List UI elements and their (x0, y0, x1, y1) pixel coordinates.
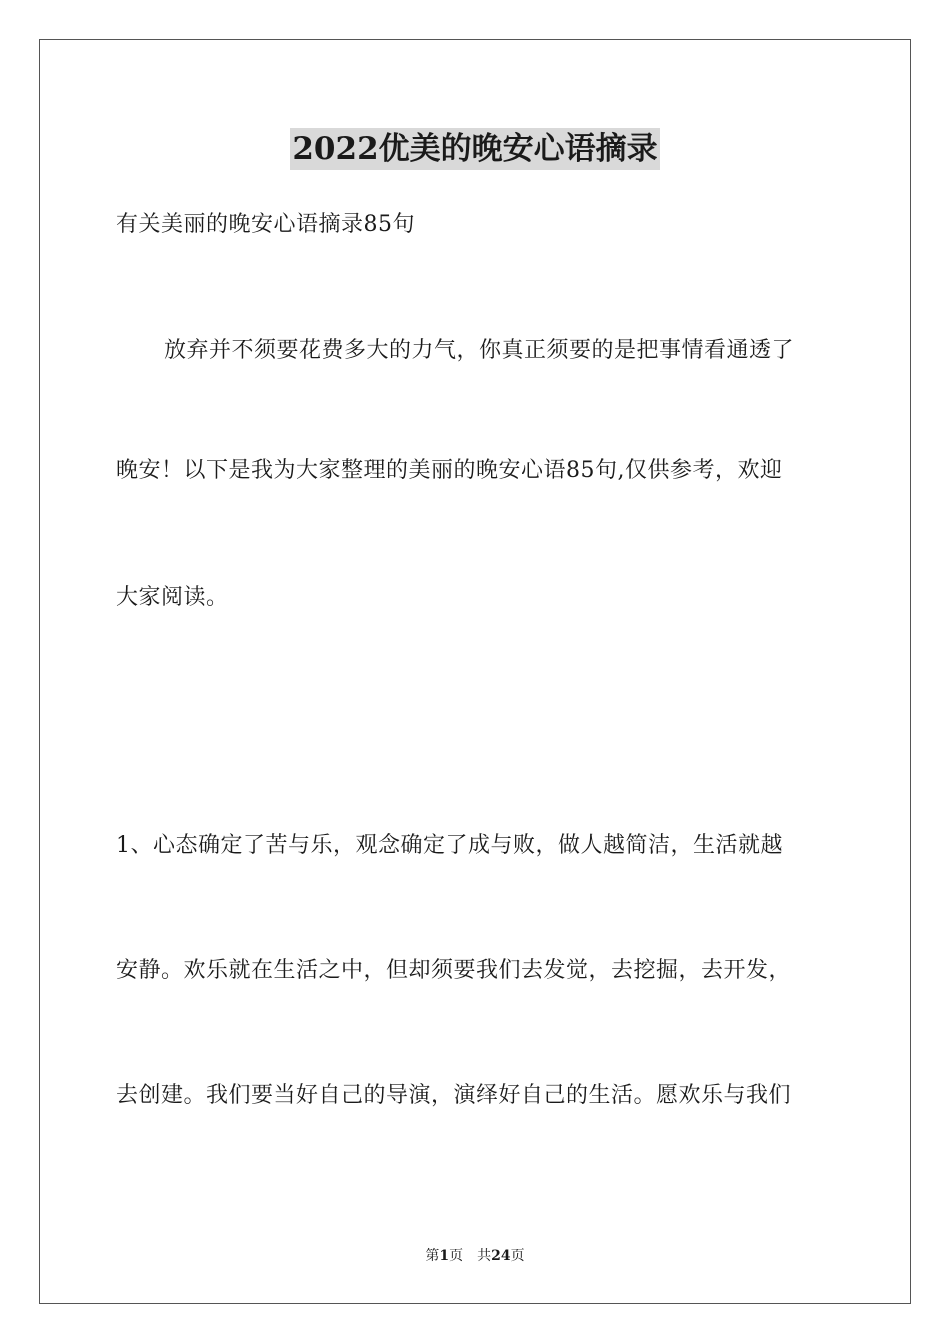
paragraph-2-line-1: 1、心态确定了苦与乐，观念确定了成与败，做人越简洁，生活就越 (116, 833, 783, 858)
footer-total-suffix: 页 (510, 1248, 525, 1264)
footer-page-prefix: 第 (425, 1248, 440, 1264)
title-container (0, 128, 950, 170)
document-subtitle: 有关美丽的晚安心语摘录85句 (116, 212, 415, 237)
footer-page-number: 1 (439, 1248, 450, 1264)
document-title: 2022优美的晚安心语摘录 (290, 128, 659, 170)
footer-total-pages: 24 (491, 1248, 511, 1264)
paragraph-2-line-3: 去创建。我们要当好自己的导演，演绎好自己的生活。愿欢乐与我们 (116, 1083, 792, 1108)
page-footer (0, 1246, 950, 1266)
paragraph-1-line-2: 晚安！以下是我为大家整理的美丽的晚安心语85句,仅供参考，欢迎 (116, 458, 783, 483)
footer-page-suffix: 页 (449, 1248, 464, 1264)
paragraph-2-line-2: 安静。欢乐就在生活之中，但却须要我们去发觉，去挖掘，去开发， (116, 958, 792, 983)
footer-total-prefix: 共 (477, 1248, 492, 1264)
paragraph-1-line-3: 大家阅读。 (116, 585, 229, 610)
paragraph-1-line-1: 放弃并不须要花费多大的力气，你真正须要的是把事情看通透了 (164, 338, 795, 363)
